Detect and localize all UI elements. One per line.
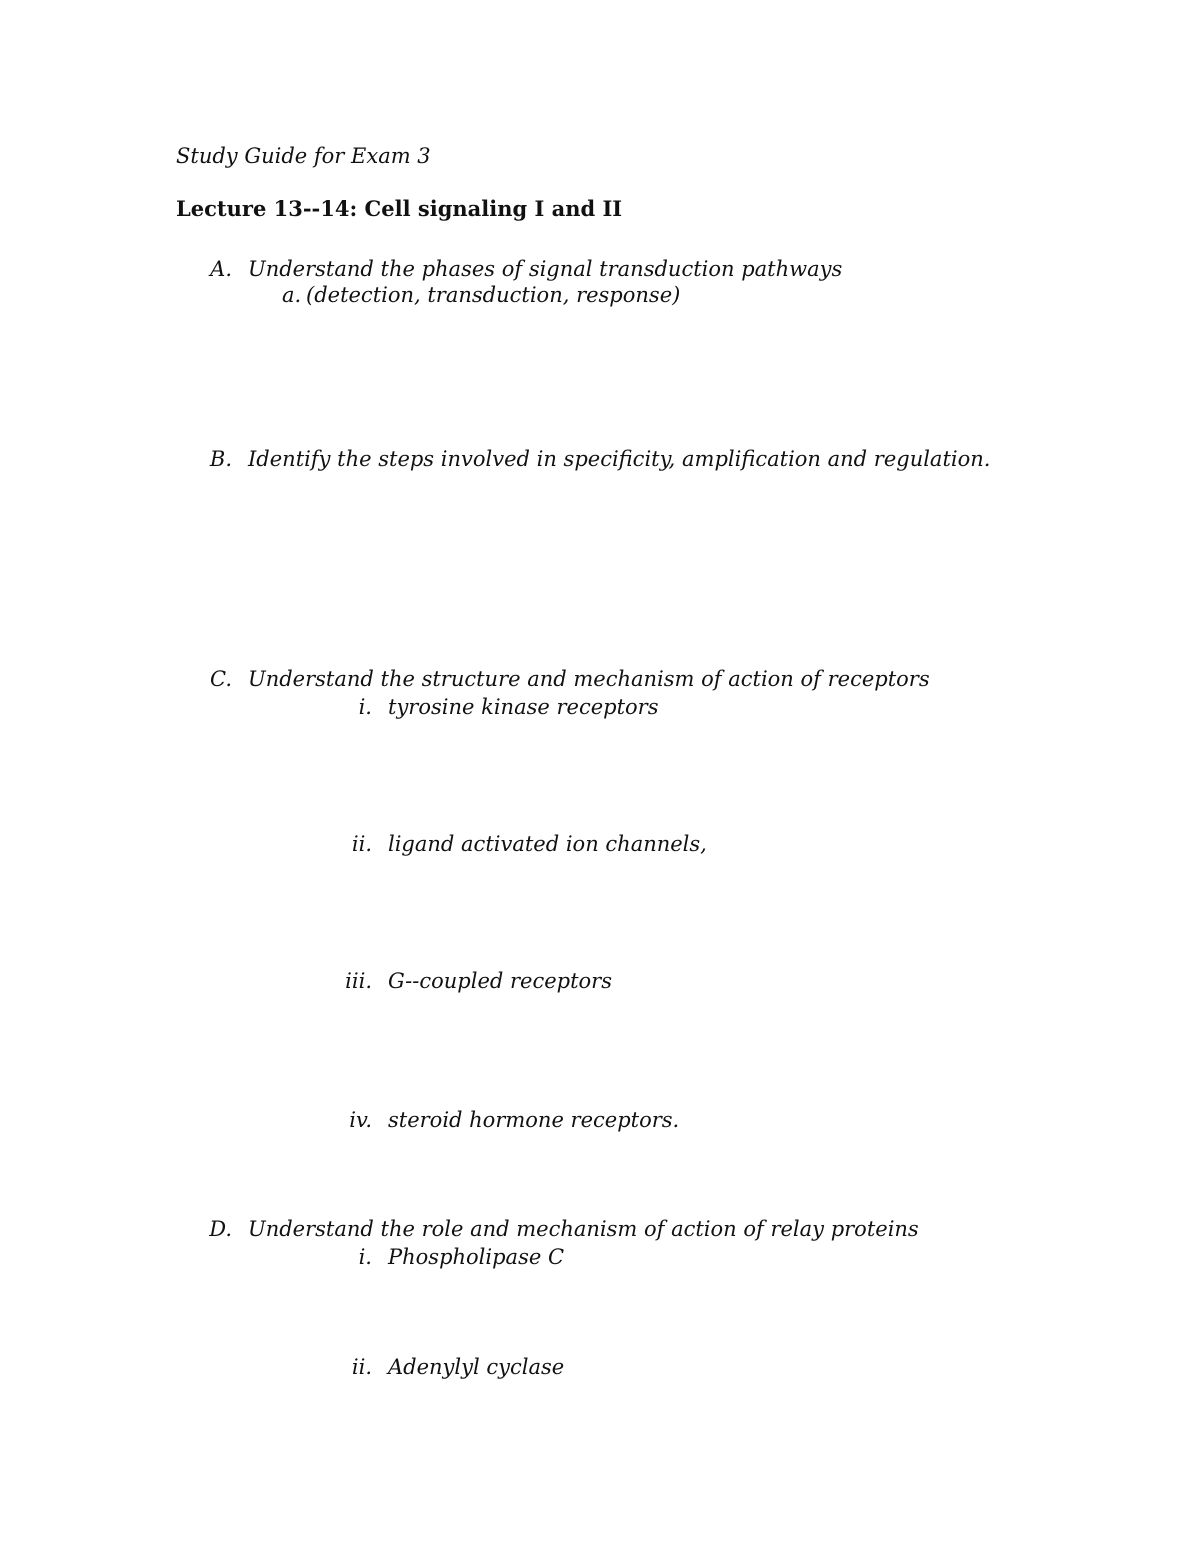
section-d-sub-ii-marker: ii. xyxy=(351,1355,372,1379)
section-a-marker: A. xyxy=(210,257,232,281)
section-b-text: Identify the steps involved in specificity, amplification and regulation. xyxy=(248,447,991,471)
section-c-sub-iv-text: steroid hormone receptors. xyxy=(388,1108,680,1132)
section-c-marker: C. xyxy=(210,667,232,691)
section-d-sub-ii-text: Adenylyl cyclase xyxy=(388,1355,565,1379)
section-b-marker: B. xyxy=(209,447,232,471)
section-d-sub-i-marker: i. xyxy=(358,1245,372,1269)
section-c-sub-ii-marker: ii. xyxy=(351,832,372,856)
section-a-sub-a-text: (detection, transduction, response) xyxy=(306,283,681,307)
document-title: Study Guide for Exam 3 xyxy=(176,144,431,168)
lecture-heading: Lecture 13--14: Cell signaling I and II xyxy=(176,196,623,221)
section-c-sub-ii-text: ligand activated ion channels, xyxy=(388,832,707,856)
section-c-sub-i-text: tyrosine kinase receptors xyxy=(388,695,659,719)
section-c-sub-iii-text: G--coupled receptors xyxy=(388,969,612,993)
section-d-marker: D. xyxy=(209,1217,232,1241)
section-c-sub-iii-marker: iii. xyxy=(345,969,372,993)
section-a-text: Understand the phases of signal transduction pathways xyxy=(248,257,843,281)
section-d-text: Understand the role and mechanism of action of relay proteins xyxy=(248,1217,919,1241)
section-a-sub-a-marker: a. xyxy=(282,283,302,307)
section-d-sub-i-text: Phospholipase C xyxy=(388,1245,565,1269)
section-c-sub-i-marker: i. xyxy=(358,695,372,719)
section-c-sub-iv-marker: iv. xyxy=(349,1108,372,1132)
section-c-text: Understand the structure and mechanism of action of receptors xyxy=(248,667,930,691)
